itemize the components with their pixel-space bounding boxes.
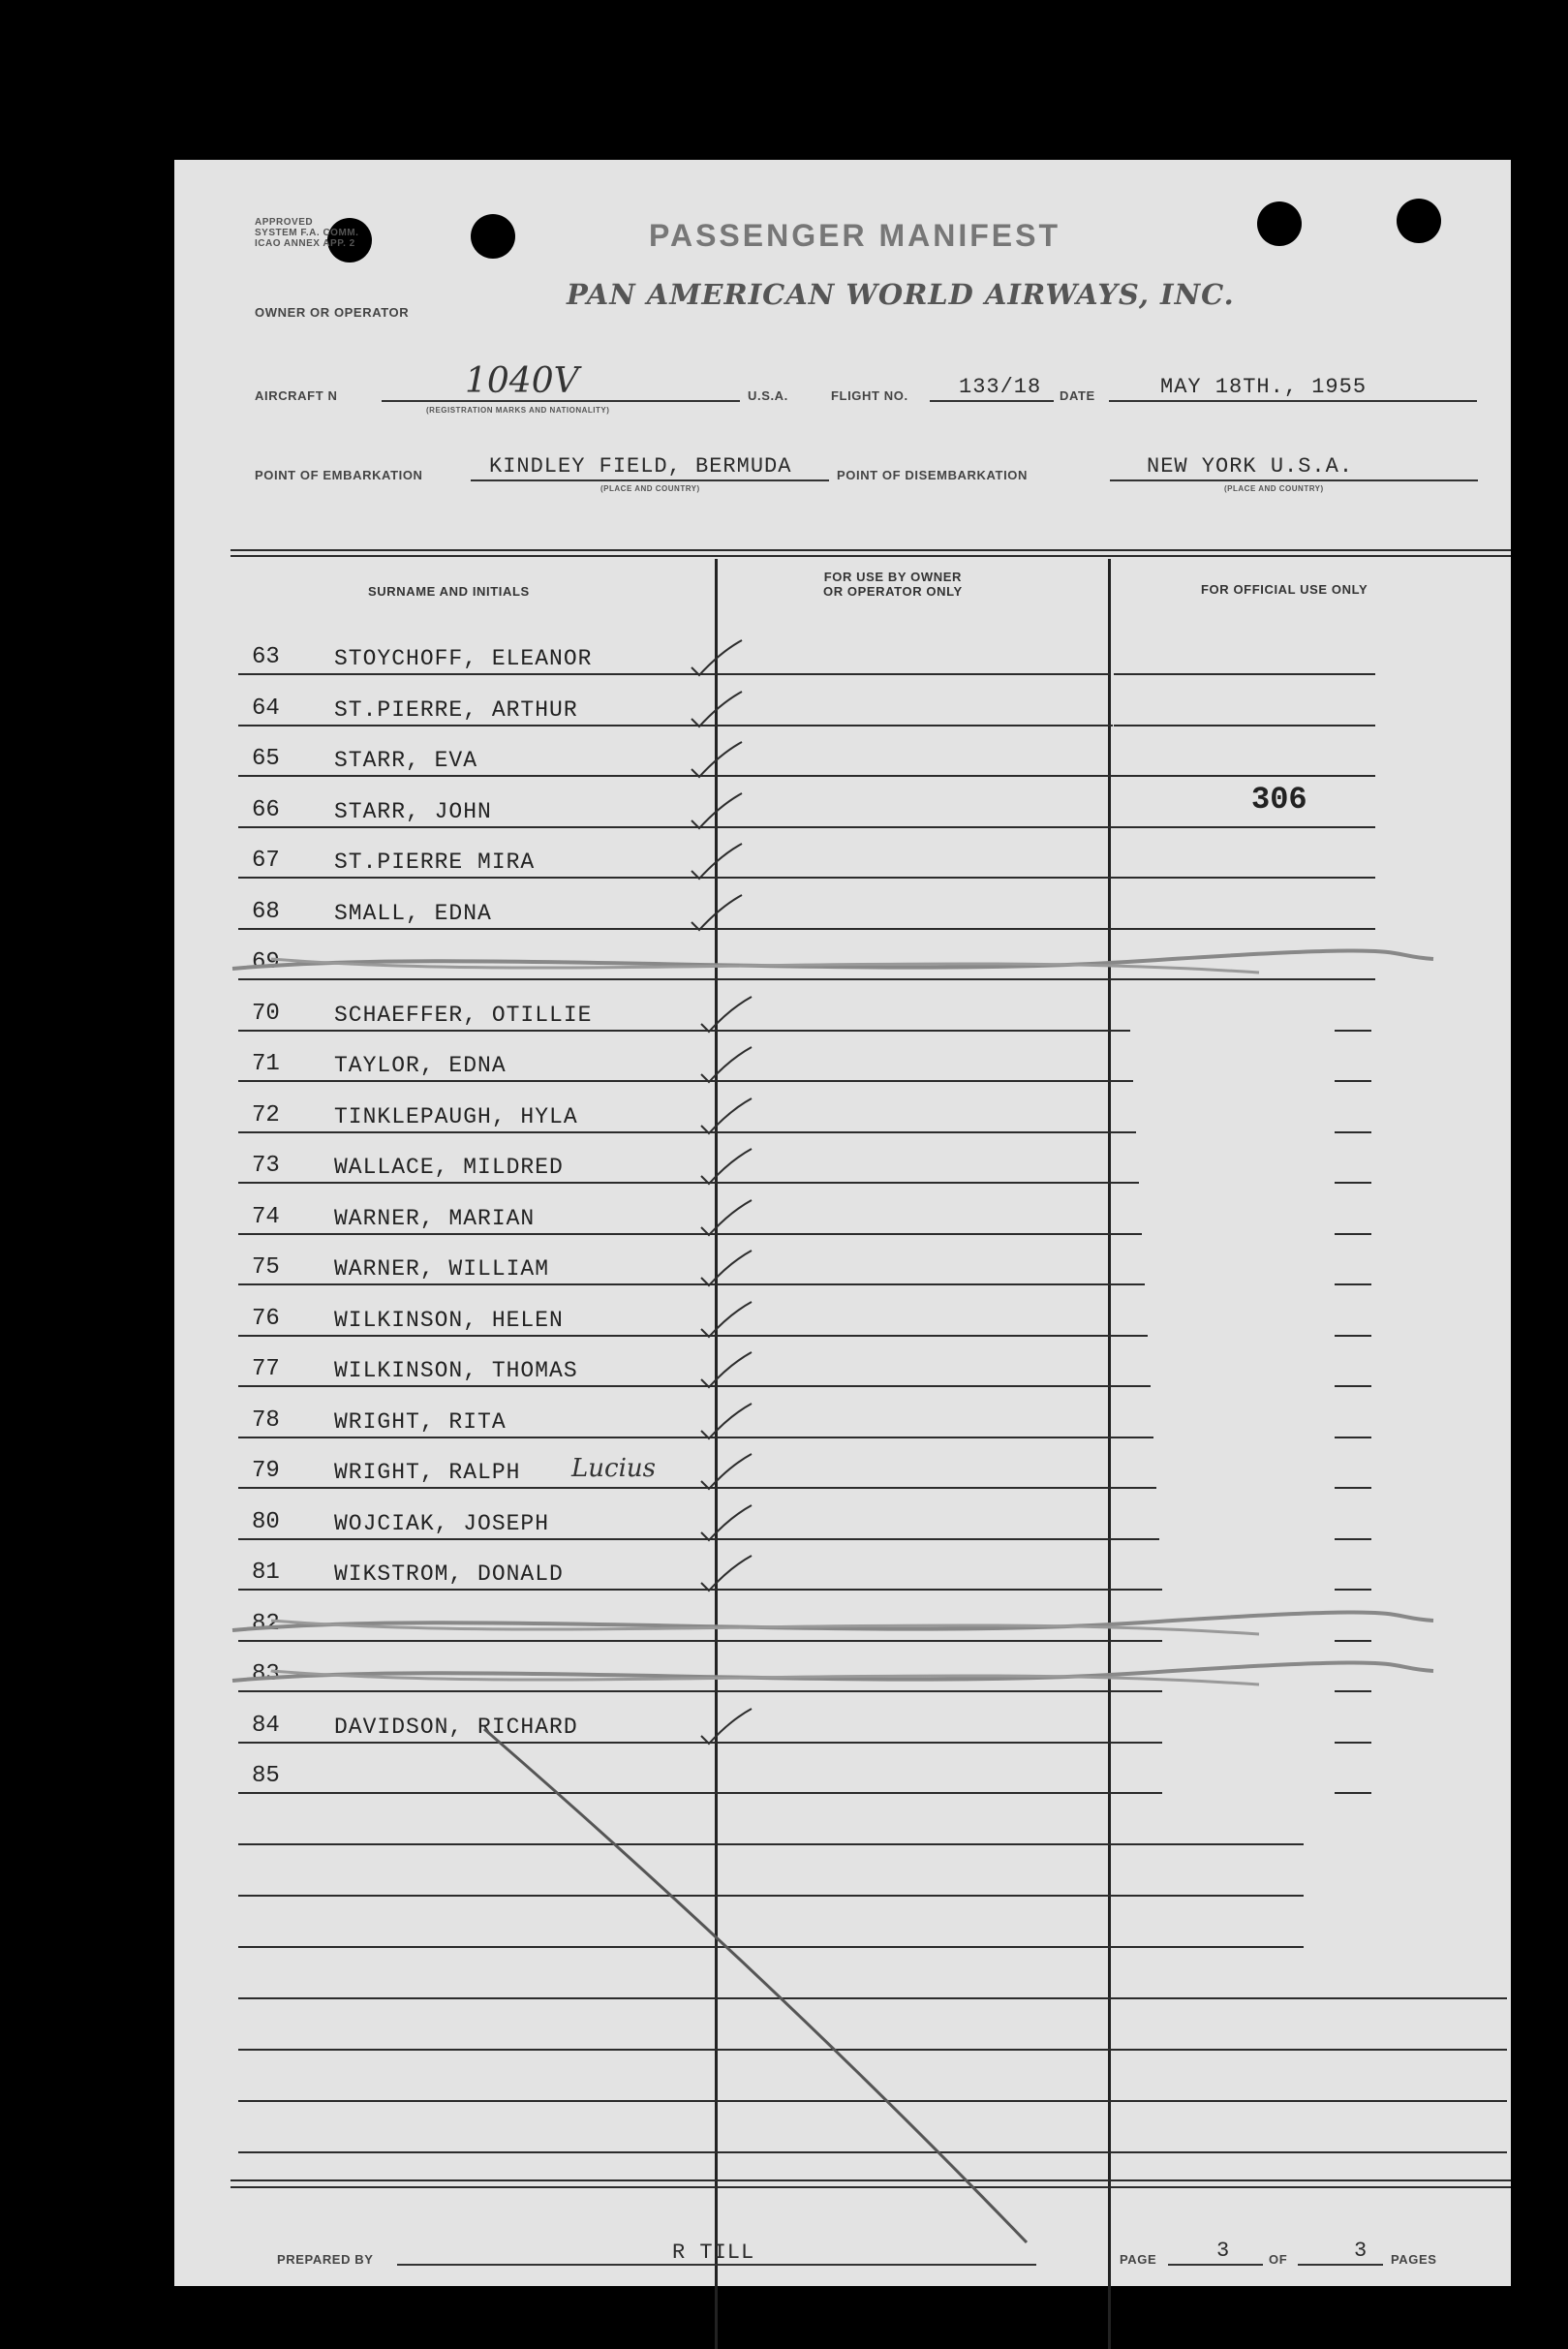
row-number: 83 (252, 1661, 280, 1687)
check-mark (701, 1556, 752, 1591)
passenger-name: WARNER, WILLIAM (334, 1256, 550, 1282)
date-label: DATE (1060, 388, 1095, 403)
passenger-name: STARR, JOHN (334, 799, 492, 824)
prepared-by-label: PREPARED BY (277, 2252, 374, 2267)
row-number: 72 (252, 1102, 280, 1128)
row-number: 74 (252, 1204, 280, 1230)
row-number: 66 (252, 797, 280, 823)
aircraft-sub-label: (REGISTRATION MARKS AND NATIONALITY) (426, 406, 610, 415)
check-mark (692, 742, 742, 777)
row-number: 65 (252, 746, 280, 772)
passenger-name: STARR, EVA (334, 748, 478, 773)
check-mark (692, 640, 742, 675)
passenger-name: WILKINSON, THOMAS (334, 1358, 578, 1383)
row-number: 75 (252, 1254, 280, 1281)
approval-line: SYSTEM F.A. COMM. (255, 228, 359, 238)
disembarkation-label: POINT OF DISEMBARKATION (837, 468, 1028, 482)
passenger-name: WRIGHT, RITA (334, 1409, 507, 1435)
operator-name: PAN AMERICAN WORLD AIRWAYS, INC. (567, 278, 1235, 311)
disembarkation-sub-label: (PLACE AND COUNTRY) (1224, 484, 1324, 493)
prepared-by-value: R TILL (672, 2241, 755, 2265)
check-mark (692, 844, 742, 879)
column-header-owner: FOR USE BY OWNER OR OPERATOR ONLY (823, 570, 963, 599)
aircraft-label: AIRCRAFT N (255, 388, 338, 403)
check-mark (701, 1149, 752, 1184)
row-number: 82 (252, 1611, 280, 1637)
check-mark (701, 1454, 752, 1489)
row-number: 73 (252, 1153, 280, 1179)
check-mark (692, 895, 742, 930)
of-label: OF (1269, 2252, 1288, 2267)
row-number: 68 (252, 899, 280, 925)
passenger-name: ST.PIERRE, ARTHUR (334, 697, 578, 723)
passenger-name: STOYCHOFF, ELEANOR (334, 646, 593, 671)
passenger-name: WIKSTROM, DONALD (334, 1561, 564, 1587)
pen-marks (174, 160, 1511, 2286)
passenger-name: ST.PIERRE MIRA (334, 850, 536, 875)
check-mark (701, 1098, 752, 1133)
check-mark (701, 1709, 752, 1744)
flight-label: FLIGHT NO. (831, 388, 908, 403)
check-mark (701, 1302, 752, 1337)
column-header-names: SURNAME AND INITIALS (368, 584, 530, 599)
passenger-name: SCHAEFFER, OTILLIE (334, 1003, 593, 1028)
check-mark (692, 692, 742, 726)
usa-label: U.S.A. (748, 388, 788, 403)
row-number: 63 (252, 644, 280, 670)
form-title: PASSENGER MANIFEST (649, 218, 1061, 253)
embarkation-label: POINT OF EMBARKATION (255, 468, 423, 482)
handwritten-note: Lucius (571, 1454, 656, 1483)
owner-label: OWNER OR OPERATOR (255, 305, 410, 320)
column-header-official: FOR OFFICIAL USE ONLY (1201, 582, 1368, 597)
row-number: 79 (252, 1458, 280, 1484)
passenger-name: WILKINSON, HELEN (334, 1308, 564, 1333)
official-entry: 306 (1251, 782, 1307, 818)
passenger-name: TINKLEPAUGH, HYLA (334, 1104, 578, 1129)
passenger-name: WARNER, MARIAN (334, 1206, 536, 1231)
approval-line: ICAO ANNEX APP. 2 (255, 238, 355, 249)
disembarkation-value: NEW YORK U.S.A. (1147, 454, 1354, 479)
passenger-name: WALLACE, MILDRED (334, 1155, 564, 1180)
row-number: 70 (252, 1001, 280, 1027)
row-number: 77 (252, 1356, 280, 1382)
row-number: 85 (252, 1763, 280, 1789)
approval-line: APPROVED (255, 217, 314, 228)
embarkation-value: KINDLEY FIELD, BERMUDA (489, 454, 792, 479)
passenger-name: WRIGHT, RALPH (334, 1460, 521, 1485)
passenger-name: DAVIDSON, RICHARD (334, 1715, 578, 1740)
row-number: 78 (252, 1407, 280, 1434)
passenger-name: TAYLOR, EDNA (334, 1053, 507, 1078)
of-value: 3 (1354, 2239, 1368, 2263)
embarkation-sub-label: (PLACE AND COUNTRY) (600, 484, 700, 493)
check-mark (701, 997, 752, 1032)
row-number: 84 (252, 1713, 280, 1739)
row-number: 81 (252, 1560, 280, 1586)
closing-diagonal-line (484, 1729, 1027, 2242)
passenger-name: WOJCIAK, JOSEPH (334, 1511, 550, 1536)
check-mark (692, 793, 742, 828)
row-number: 80 (252, 1509, 280, 1535)
date-value: MAY 18TH., 1955 (1160, 375, 1368, 399)
page-value: 3 (1216, 2239, 1231, 2263)
manifest-sheet (174, 160, 1511, 2286)
check-mark (701, 1047, 752, 1082)
row-number: 69 (252, 949, 280, 975)
aircraft-value: 1040V (465, 361, 579, 401)
row-number: 71 (252, 1051, 280, 1077)
passenger-name: SMALL, EDNA (334, 901, 492, 926)
row-number: 76 (252, 1306, 280, 1332)
check-mark (701, 1251, 752, 1285)
check-mark (701, 1200, 752, 1235)
check-mark (701, 1505, 752, 1540)
pages-label: PAGES (1391, 2252, 1437, 2267)
check-mark (701, 1404, 752, 1438)
row-number: 64 (252, 695, 280, 722)
check-mark (701, 1352, 752, 1387)
row-number: 67 (252, 848, 280, 874)
flight-value: 133/18 (959, 375, 1042, 399)
page-label: PAGE (1120, 2252, 1157, 2267)
